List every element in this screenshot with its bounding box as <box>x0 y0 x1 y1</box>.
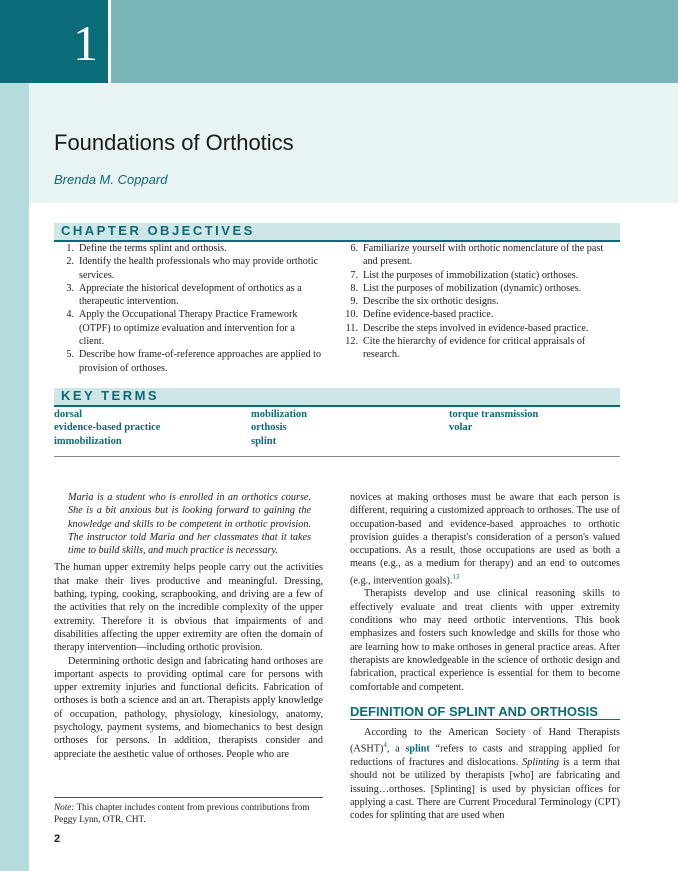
key-term: mobilization <box>251 409 308 420</box>
key-terms-col-2 <box>251 408 307 448</box>
key-term: dorsal <box>54 409 83 420</box>
chapter-author: Brenda M. Coppard <box>54 172 168 187</box>
body-paragraph: novices at making orthoses must be aware that each person is different, requiring a customized approach to orthoses. The use of occupation-based and evidence-based approaches to orthotic provision guides a therapist's consideration of a person's valued occupations. As a result, those occupations are used as both a means (e.g., as a medium for therapy) and an end to outcomes (e.g., intervention goals).$^{13}$ <box>350 492 620 587</box>
body-paragraph: According to the American Society of Hand Therapists (ASHT)$^4$, a splint “refers to casts and strapping applied for reductions of fractures and dislocations. Splinting is a term that should not be utilized by therapists [who] are fabricating and issuing…orthoses. [Splinting] is used by physician offices for applying a cast. There are Current Procedural Terminology (CPT) codes for splinting that are used when <box>350 727 621 822</box>
objective-item: 3. Appreciate the historical development of orthotics as a therapeutic intervention. <box>66 282 302 308</box>
key-terms-col-1 <box>54 408 160 448</box>
body-paragraph: Therapists develop and use clinical reasoning skills to effectively evaluate and treat clients with upper extremity conditions who may need orthotic interventions. This book emphasizes and fosters such knowledge and skills for those who are learning how to make orthoses in general practice areas. After therapists are knowledgeable in the science of orthotic design and fabrication, practical experience is essential for them to become comfortable and competent. <box>350 588 620 693</box>
key-term: evidence-based practice <box>54 422 161 434</box>
objectives-list-left <box>60 242 322 375</box>
note-text: This chapter includes content from previous contributions from Peggy Lynn, OTR, CHT. <box>54 802 310 824</box>
key-terms-heading-bar <box>54 388 620 407</box>
section-heading-definition: DEFINITION OF SPLINT AND ORTHOSIS <box>350 705 620 720</box>
objective-item: 12. Cite the hierarchy of evidence for critical appraisals of research. <box>345 336 586 361</box>
chapter-note <box>54 797 323 825</box>
key-term: volar <box>449 422 473 434</box>
key-terms-rule <box>54 456 620 457</box>
key-terms-heading: KEY TERMS <box>61 388 160 403</box>
objective-item: 8. List the purposes of mobilization (dynamic) orthoses. <box>350 282 582 294</box>
objective-item: 10. Define evidence-based practice. <box>345 309 494 321</box>
objective-item: 9. Describe the six orthotic designs. <box>350 296 499 308</box>
chapter-title: Foundations of Orthotics <box>54 130 294 155</box>
objectives-heading: CHAPTER OBJECTIVES <box>61 223 255 238</box>
citation-ref[interactable]: 13 <box>452 572 460 581</box>
citation-ref[interactable]: 4 <box>383 741 387 750</box>
objective-item: 1. Define the terms splint and orthosis. <box>66 243 227 254</box>
side-stripe <box>0 83 29 871</box>
objectives-heading-bar <box>54 223 620 242</box>
key-term: immobilization <box>54 435 122 447</box>
chapter-number-box <box>0 0 108 83</box>
objective-item: 6. Familiarize yourself with orthotic nomenclature of the past and present. <box>350 243 604 268</box>
objective-item: 4. Apply the Occupational Therapy Practice Framework (OTPF) to optimize evaluation and intervention for a client. <box>66 309 298 348</box>
key-terms-col-3 <box>449 408 538 435</box>
body-paragraph: The human upper extremity helps people carry out the activities that make their lives productive and meaningful. Dressing, bathing, typing, cooking, scrapbooking, and driving are a few of the activities that rely on the incredible complexity of the upper extremity. Therefore it is obvious that impairments of and disabilities affecting the upper extremity are often the domain of therapy intervention—including orthotic provision. <box>54 562 323 654</box>
body-column-right <box>350 491 620 823</box>
note-label: Note: <box>54 802 75 812</box>
objectives-list-right <box>344 242 612 362</box>
objective-item: 7. List the purposes of immobilization (static) orthoses. <box>350 269 579 281</box>
objective-item: 11. Describe the steps involved in evidence-based practice. <box>345 322 589 334</box>
body-column-left <box>54 491 323 761</box>
key-term: splint <box>251 435 277 447</box>
body-paragraph: Determining orthotic design and fabricating hand orthoses are important aspects to providing optimal care for persons with upper extremity injuries and functional deficits. Fabrication of orthoses is both a science and an art. Therapists apply knowledge of occupation, pathology, physiology, kinesiology, anatomy, psychology, payment systems, and biomechanics to best design orthoses for persons. In addition, therapists consider and appreciate the aesthetic value of orthoses. People who are <box>54 655 323 760</box>
key-term: torque transmission <box>449 409 539 420</box>
banner-divider <box>108 0 111 83</box>
case-vignette: Maria is a student who is enrolled in an orthotics course. She is a bit anxious but is looking forward to gaining the knowledge and skills to be competent in orthotic provision. The instructor told Maria and her classmates that it takes time to build skills, and much practice is necessary. <box>68 492 311 557</box>
key-term-inline: splint <box>405 743 430 755</box>
chapter-number: 1 <box>73 15 98 71</box>
objective-item: 5. Describe how frame-of-reference approaches are applied to provision of orthoses. <box>66 349 322 374</box>
page-number: 2 <box>54 833 61 845</box>
objective-item: 2. Identify the health professionals who may provide orthotic services. <box>66 256 319 281</box>
key-term: orthosis <box>251 422 287 434</box>
